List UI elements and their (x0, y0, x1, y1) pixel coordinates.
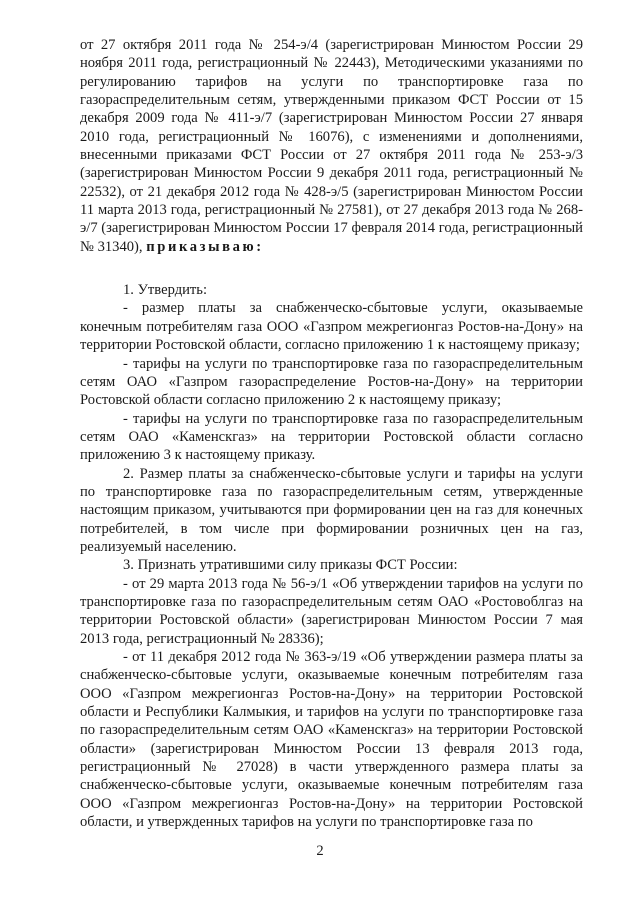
paragraph-spacer (80, 256, 583, 281)
intro-text: от 27 октября 2011 года № 254-э/4 (зарегистрирован Минюстом России 29 ноября 2011 года, регистрационный № 22443), Методическими указаниями по регулированию тарифов на услуги по транспортировке газа по газораспределительным сетям, утвержденными приказом ФСТ России от 15 декабря 2009 года № 411-э/7 (зарегистрирован Минюстом России 27 января 2010 года, регистрационный № 16076), с изменениями и дополнениями, внесенными приказами ФСТ России от 27 октября 2011 года № 253-э/3 (зарегистрирован Минюстом России 9 декабря 2011 года, регистрационный № 22532), от 21 декабря 2012 года № 428-э/5 (зарегистрирован Минюстом России 11 марта 2013 года, регистрационный № 27581), от 27 декабря 2013 года № 268-э/7 (зарегистрирован Минюстом России 17 февраля 2014 года, регистрационный № 31340), (80, 37, 583, 255)
intro-paragraph (80, 36, 583, 256)
item-1-point-a: - размер платы за снабженческо-сбытовые услуги, оказываемые конечным потребителям газа ООО «Газпром межрегионгаз Ростов-на-Дону» на территории Ростовской области, согласно приложению 1 к настоящему приказу; (80, 300, 583, 354)
item-1-point-b: - тарифы на услуги по транспортировке газа по газораспределительным сетям ОАО «Газпром газораспределение Ростов-на-Дону» на территории Ростовской области согласно приложению 2 к настоящему приказу; (80, 355, 583, 409)
order-keyword: приказываю: (146, 238, 264, 255)
item-1-point-c: - тарифы на услуги по транспортировке газа по газораспределительным сетям ОАО «Каменскгаз» на территории Ростовской области согласно приложению 3 к настоящему приказу. (80, 410, 583, 464)
item-2-paragraph: 2. Размер платы за снабженческо-сбытовые услуги и тарифы на услуги по транспортировке газа по газораспределительным сетям, утвержденные настоящим приказом, учитываются при формировании цен на газ для конечных потребителей, в том числе при формировании розничных цен на газ, реализуемый населению. (80, 465, 583, 555)
item-1-heading: 1. Утвердить: (123, 282, 208, 299)
item-3-point-b: - от 11 декабря 2012 года № 363-э/19 «Об утверждении размера платы за снабженческо-сбытовые услуги, оказываемые конечным потребителям газа ООО «Газпром межрегионгаз Ростов-на-Дону» на территории Ростовской области и Республики Калмыкия, и тарифов на услуги по транспортировке газа по газораспределительным сетям ОАО «Каменскгаз» на территории Ростовской области» (зарегистрирован Минюстом России 13 февраля 2013 года, регистрационный № 27028) в части утвержденного размера платы за снабженческо-сбытовые услуги, оказываемые конечным потребителям газа ООО «Газпром межрегионгаз Ростов-на-Дону» на территории Ростовской области, и утвержденных тарифов на услуги по транспортировке газа по (80, 649, 583, 831)
item-3-point-a: - от 29 марта 2013 года № 56-э/1 «Об утверждении тарифов на услуги по транспортировке газа по газораспределительным сетям ОАО «Ростовоблгаз на территории Ростовской области» (зарегистрирован Минюстом России 7 мая 2013 года, регистрационный № 28336); (80, 575, 583, 647)
page-number: 2 (316, 843, 324, 859)
item-3-heading: 3. Признать утратившими силу приказы ФСТ России: (123, 557, 458, 574)
document-page (80, 36, 583, 831)
